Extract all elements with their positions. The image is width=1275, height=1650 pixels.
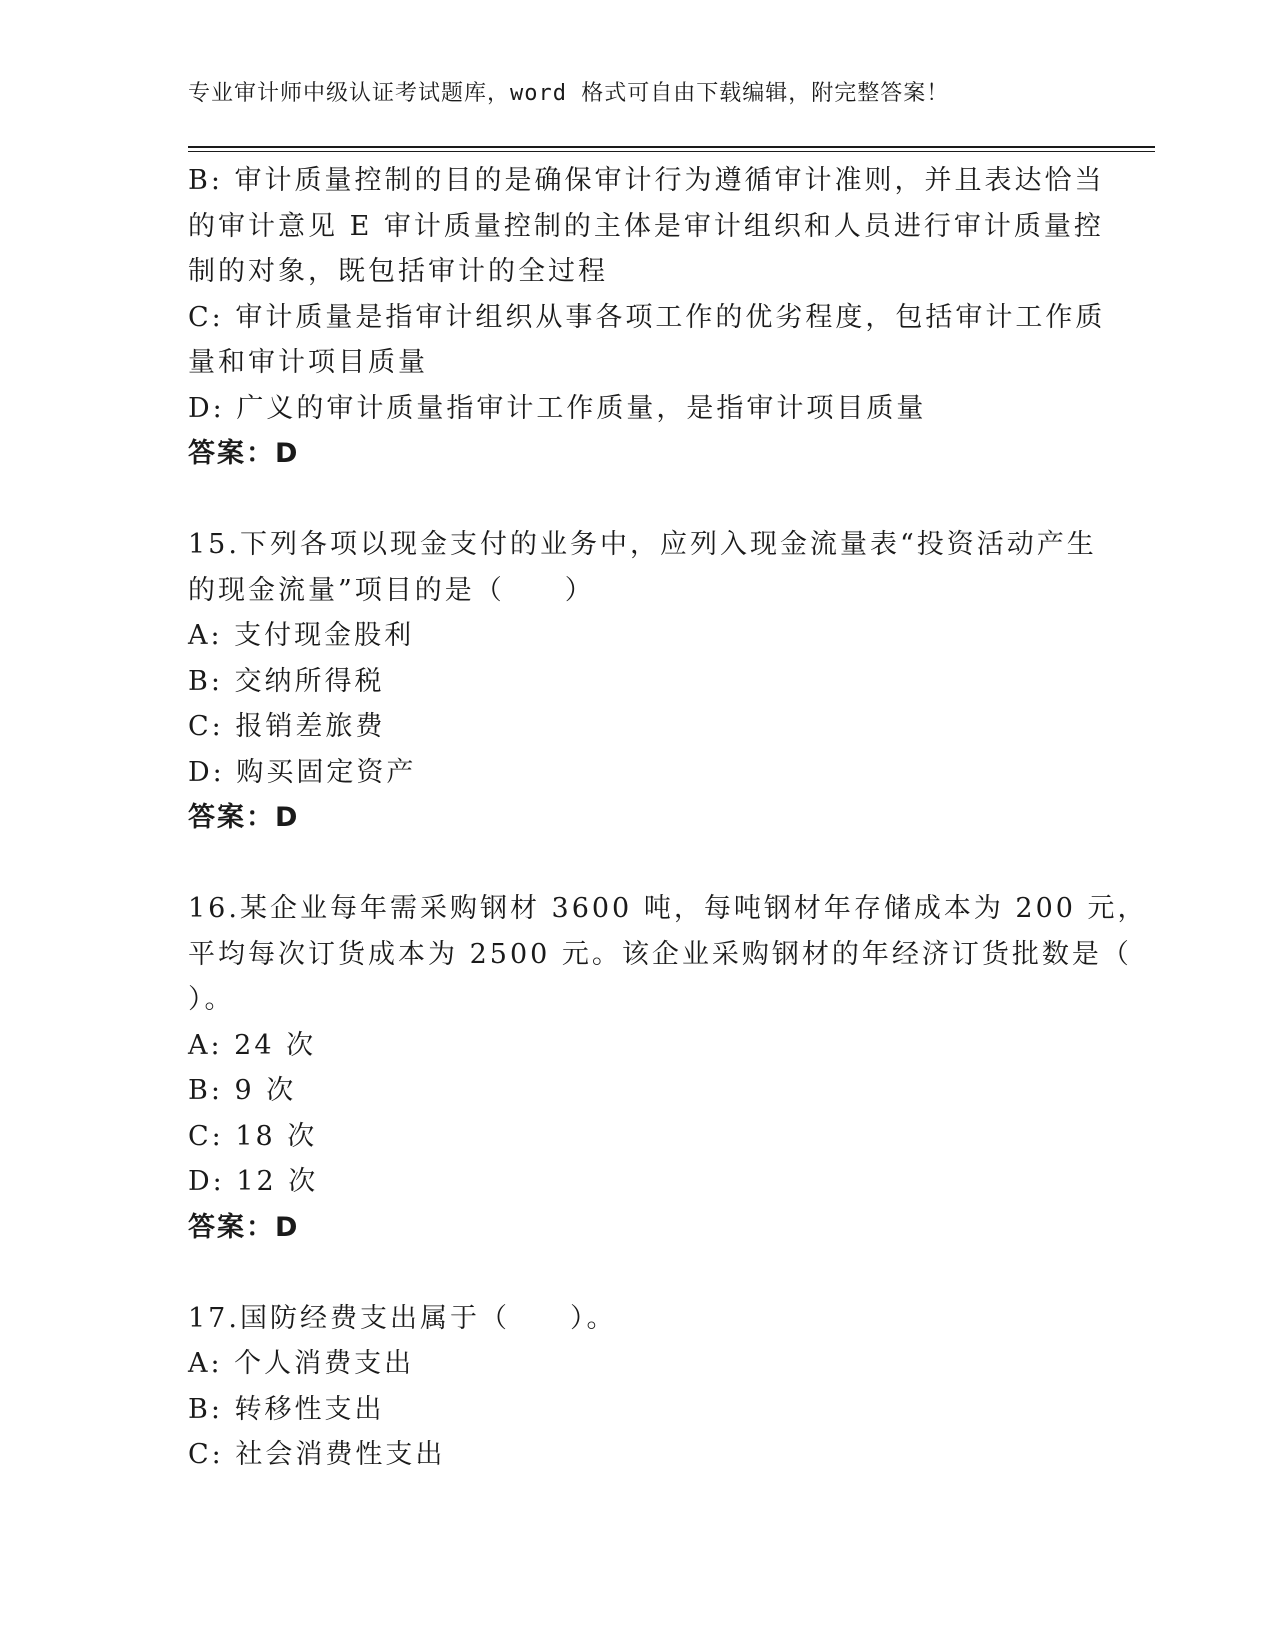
- header-rule-thick: [188, 146, 1155, 148]
- question-stem: 的现金流量”项目的是（ ）: [188, 574, 595, 606]
- option-a: A: 个人消费支出: [188, 1348, 415, 1379]
- option-d: D: 购买固定资产: [188, 756, 417, 788]
- option-line: D: 广义的审计质量指审计工作质量，是指审计项目质量: [188, 392, 927, 424]
- spacer: [188, 841, 1088, 887]
- question-stem: ）。: [188, 984, 235, 1015]
- question-content: [188, 158, 1148, 1478]
- question-stem: 16.某企业每年需采购钢材 3600 吨，每吨钢材年存储成本为 200 元，: [188, 893, 1148, 924]
- option-line: 量和审计项目质量: [188, 347, 428, 378]
- spacer: [188, 477, 1088, 523]
- question-16: [188, 886, 1148, 1250]
- question-stem: 17.国防经费支出属于（ ）。: [188, 1302, 617, 1334]
- option-line: 制的对象，既包括审计的全过程: [188, 256, 608, 287]
- option-line: 的审计意见 E 审计质量控制的主体是审计组织和人员进行审计质量控: [188, 210, 1104, 242]
- option-c: C: 社会消费性支出: [188, 1439, 446, 1470]
- previous-question-block: [188, 158, 1106, 477]
- question-stem: 15.下列各项以现金支付的业务中，应列入现金流量表“投资活动产生: [188, 529, 1097, 560]
- option-line: B: 审计质量控制的目的是确保审计行为遵循审计准则，并且表达恰当: [188, 165, 1105, 196]
- question-stem: 平均每次订货成本为 2500 元。该企业采购钢材的年经济订货批数是（: [188, 938, 1132, 970]
- option-c: C: 18 次: [188, 1120, 318, 1152]
- question-15: [188, 522, 1097, 841]
- option-d: D: 12 次: [188, 1166, 319, 1197]
- document-header: 专业审计师中级认证考试题库，word 格式可自由下载编辑，附完整答案！: [188, 81, 950, 106]
- answer-line: 答案：D: [188, 438, 300, 469]
- option-line: C: 审计质量是指审计组织从事各项工作的优劣程度，包括审计工作质: [188, 301, 1106, 333]
- question-17: [188, 1296, 1088, 1478]
- answer-line: 答案：D: [188, 802, 300, 833]
- option-c: C: 报销差旅费: [188, 711, 386, 742]
- option-b: B: 9 次: [188, 1075, 297, 1106]
- spacer: [188, 1250, 1088, 1296]
- option-b: B: 交纳所得税: [188, 665, 385, 697]
- option-b: B: 转移性支出: [188, 1393, 385, 1425]
- option-a: A: 24 次: [188, 1029, 317, 1061]
- option-a: A: 支付现金股利: [188, 620, 415, 651]
- answer-line: 答案：D: [188, 1211, 300, 1243]
- header-rule-thin: [188, 151, 1155, 152]
